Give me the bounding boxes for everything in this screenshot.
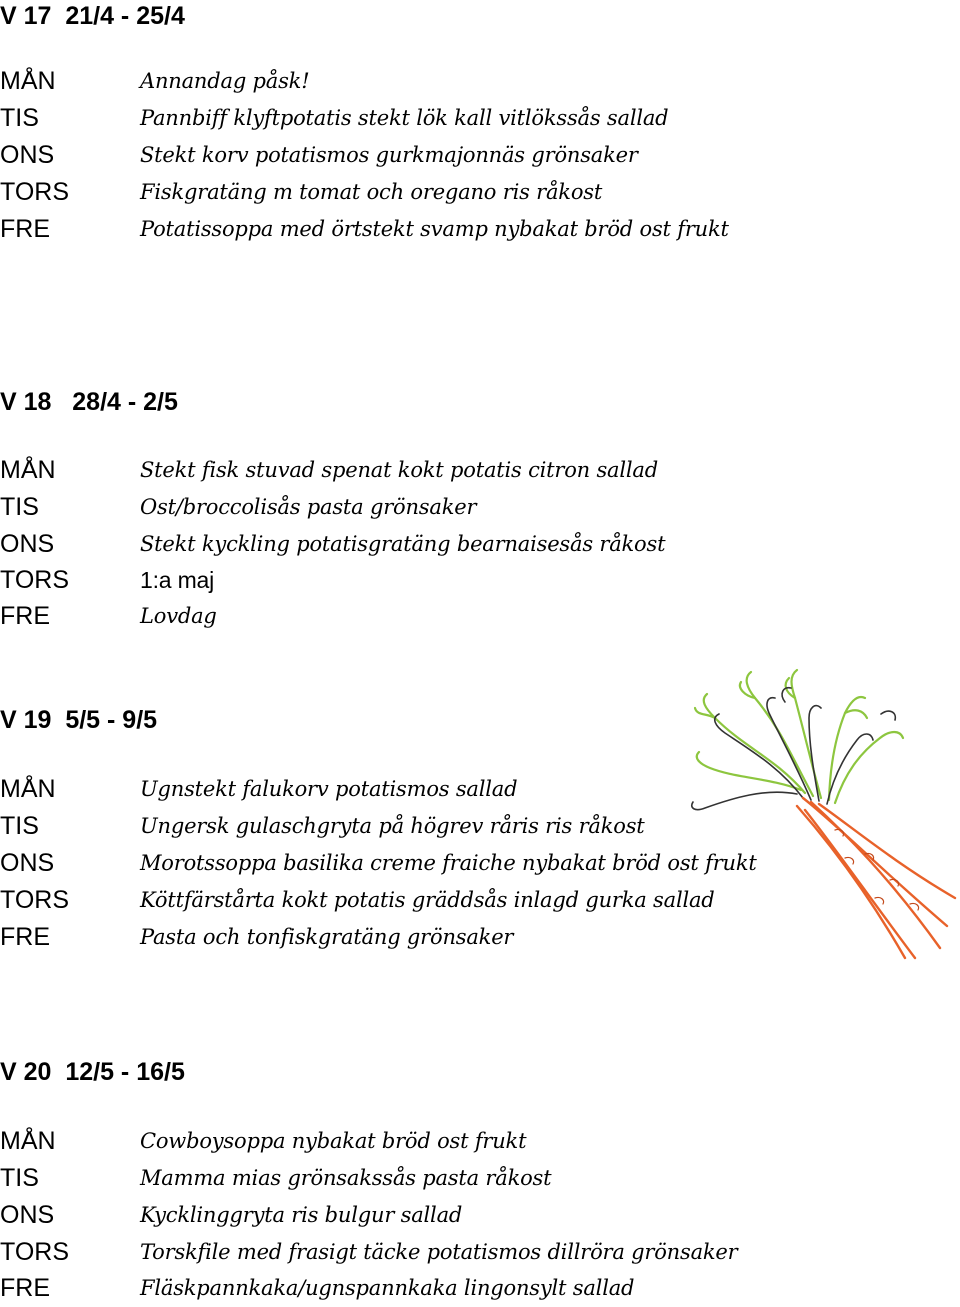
day-label: ONS [0,848,55,877]
day-label: FRE [0,1273,50,1302]
week-20-monday [0,1122,526,1159]
day-label: TORS [0,885,69,914]
week-18-friday [0,597,217,634]
week-17-header: V 17 21/4 - 25/4 [0,2,185,30]
week-17-tuesday [0,99,668,136]
week-19-monday [0,770,517,807]
meal-text: Ost/broccolisås pasta grönsaker [140,494,477,519]
meal-text: Lovdag [140,603,217,628]
meal-text: Stekt fisk stuvad spenat kokt potatis citron sallad [140,457,658,482]
meal-text: Stekt kyckling potatisgratäng bearnaisesås råkost [140,531,666,556]
week-17-friday [0,210,729,247]
week-20-friday [0,1269,634,1306]
week-17-thursday [0,173,602,210]
meal-text: Morotssoppa basilika creme fraiche nybakat bröd ost frukt [140,850,757,875]
week-18-wednesday [0,525,665,562]
day-label: TORS [0,565,69,594]
meal-text: Cowboysoppa nybakat bröd ost frukt [140,1128,527,1153]
day-label: ONS [0,1200,55,1229]
meal-text: Ugnstekt falukorv potatismos sallad [140,776,518,801]
day-label: FRE [0,922,50,951]
meal-text: Pannbiff klyftpotatis stekt lök kall vitlökssås sallad [140,105,669,130]
week-18-monday [0,451,658,488]
meal-text: Pasta och tonfiskgratäng grönsaker [140,924,514,949]
day-label: FRE [0,601,50,630]
day-label: MÅN [0,455,56,484]
week-20-wednesday [0,1196,462,1233]
week-19-friday [0,918,513,955]
day-label: TORS [0,1237,69,1266]
meal-text: Potatissoppa med örtstekt svamp nybakat bröd ost frukt [140,216,729,241]
meal-text: Ungersk gulaschgryta på högrev råris ris råkost [140,813,645,838]
meal-text: Annandag påsk! [140,68,310,93]
carrot-illustration [685,658,960,963]
day-label: TORS [0,177,69,206]
meal-text: Mamma mias grönsakssås pasta råkost [140,1165,552,1190]
day-label: TIS [0,492,39,521]
week-18-tuesday [0,488,476,525]
week-20-tuesday [0,1159,551,1196]
week-20-thursday [0,1233,738,1270]
meal-text: Fiskgratäng m tomat och oregano ris råkost [140,179,603,204]
week-20-header: V 20 12/5 - 16/5 [0,1058,185,1086]
week-19-thursday [0,881,715,918]
week-17-monday [0,62,309,99]
day-label: MÅN [0,66,56,95]
meal-text: 1:a maj [140,566,215,593]
day-label: TIS [0,103,39,132]
carrot-bodies [797,798,955,958]
meal-text: Fläskpannkaka/ugnspannkaka lingonsylt sallad [140,1275,635,1300]
day-label: MÅN [0,1126,56,1155]
week-19-tuesday [0,807,645,844]
week-17-wednesday [0,136,638,173]
week-18-thursday [0,561,214,598]
day-label: FRE [0,214,50,243]
day-label: ONS [0,529,55,558]
meal-text: Kycklinggryta ris bulgur sallad [140,1202,463,1227]
day-label: TIS [0,1163,39,1192]
week-19-wednesday [0,844,757,881]
day-label: TIS [0,811,39,840]
day-label: ONS [0,140,55,169]
meal-text: Köttfärstårta kokt potatis gräddsås inlagd gurka sallad [140,887,715,912]
week-19-header: V 19 5/5 - 9/5 [0,706,158,734]
day-label: MÅN [0,774,56,803]
carrot-stems [692,688,896,810]
meal-text: Torskfile med frasigt täcke potatismos dillröra grönsaker [140,1239,738,1264]
meal-text: Stekt korv potatismos gurkmajonnäs grönsaker [140,142,638,167]
week-18-header: V 18 28/4 - 2/5 [0,388,178,416]
